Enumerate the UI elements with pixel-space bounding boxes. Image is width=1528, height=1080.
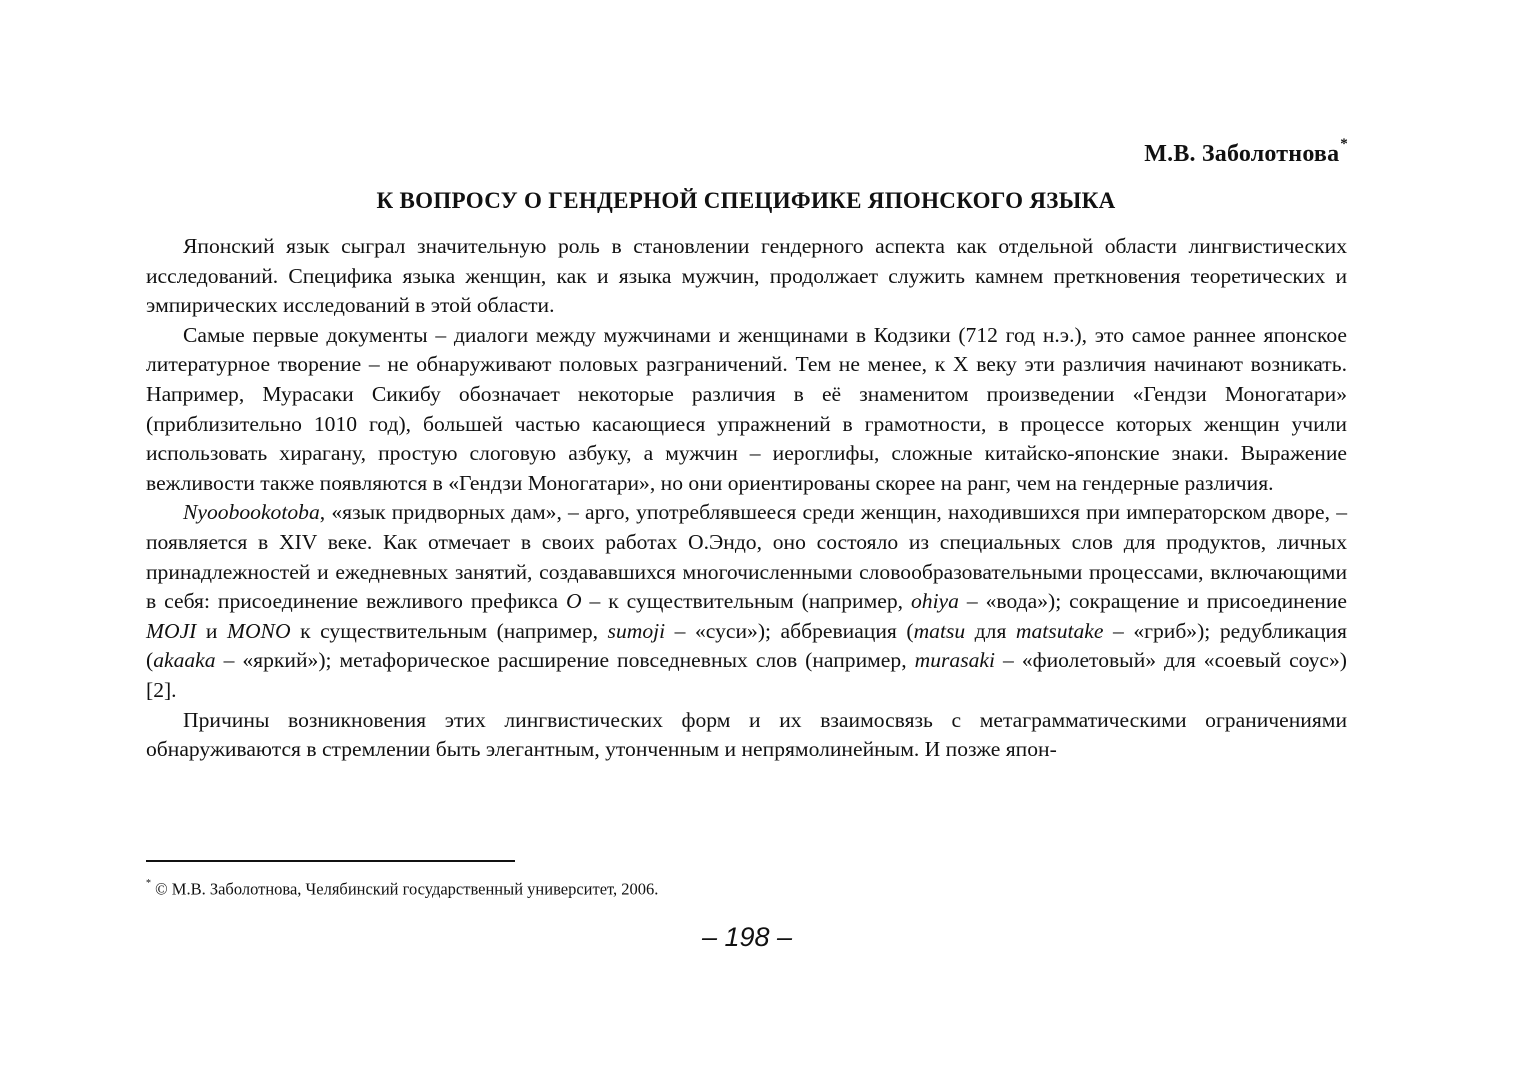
term-sumoji: sumoji — [607, 618, 666, 643]
author-name — [1144, 136, 1348, 168]
article-title: К ВОПРОСУ О ГЕНДЕРНОЙ СПЕЦИФИКЕ ЯПОНСКОГО ЯЗЫКА — [376, 188, 1116, 213]
footnote-text: © М.В. Заболотнова, Челябинский государственный университет, 2006. — [151, 879, 659, 899]
term-akaaka: akaaka — [153, 648, 216, 673]
paragraph-3-text-2: – к существительным (например, — [581, 589, 911, 614]
term-o-prefix: O — [565, 589, 582, 614]
author-name-text: М.В. Заболотнова — [1144, 141, 1340, 167]
term-ohiya: ohiya — [910, 589, 959, 614]
paragraph-3-text-8: – «гриб»); редубликация ( — [146, 618, 1347, 673]
term-moji: MOJI — [146, 618, 197, 643]
paragraph-3-text-5: к существительным (например, — [290, 618, 608, 643]
term-matsutake: matsutake — [1015, 618, 1104, 643]
page-number: – 198 – — [701, 922, 793, 952]
paragraph-3 — [146, 498, 1347, 705]
term-nyoobookotoba: Nyoobookotoba — [183, 500, 320, 525]
footnote-divider — [146, 860, 515, 862]
author-footnote-marker[interactable]: * — [1340, 136, 1348, 152]
paragraph-2: Самые первые документы – диалоги между мужчинами и женщинами в Кодзики (712 год н.э.), это самое раннее японское литературное творение – не обнаруживают половых разграничений. Тем не менее, к X веку эти различия начинают возникать. Например, Мурасаки Сикибу обозначает некоторые различия в её знаменитом произведении «Гендзи Моногатари» (приблизительно 1010 год), большей частью касающиеся упражнений в грамотности, в процессе которых женщин учили использовать хирагану, простую слоговую азбуку, а мужчин – иероглифы, сложные китайско-японские знаки. Выражение вежливости также появляются в «Гендзи Моногатари», но они ориентированы скорее на ранг, чем на гендерные различия. — [146, 322, 1347, 495]
paragraph-1: Японский язык сыграл значительную роль в становлении гендерного аспекта как отдельной области лингвистических исследований. Специфика языка женщин, как и языка мужчин, продолжает служить камнем преткновения теоретических и эмпирических исследований в этой области. — [146, 234, 1347, 318]
paragraph-3-text-6: – «суси»); аббревиация ( — [665, 618, 914, 643]
footnote-marker: * — [146, 878, 151, 889]
term-mono: MONO — [226, 618, 291, 643]
paragraph-3-text-9: – «яркий»); метафорическое расширение повседневных слов (например, — [215, 648, 915, 673]
term-matsu: matsu — [913, 618, 966, 643]
paragraph-3-text-4: и — [196, 618, 227, 643]
paragraph-3-text-7: для — [965, 618, 1016, 643]
paragraph-3-text-1: , «язык придворных дам», – арго, употреблявшееся среди женщин, находившихся при императорском дворе, – появляется в XIV веке. Как отмечает в своих работах О.Эндо, оно состояло из специальных слов для продуктов, личных принадлежностей и ежедневных занятий, создававшихся многочисленными словообразовательными процессами, включающими в себя: присоединение вежливого префикса — [146, 500, 1347, 614]
footnote — [146, 875, 658, 901]
paragraph-3-text-3: – «вода»); сокращение и присоединение — [958, 589, 1347, 614]
article-body — [146, 232, 1347, 765]
term-murasaki: murasaki — [914, 648, 995, 673]
paragraph-3-text-10: – «фиолетовый» для «соевый соус») [2]. — [146, 648, 1347, 702]
paragraph-4: Причины возникновения этих лингвистических форм и их взаимосвязь с метаграмматическими ограничениями обнаруживаются в стремлении быть элегантным, утонченным и непрямолинейным. И позже япон- — [146, 707, 1347, 762]
